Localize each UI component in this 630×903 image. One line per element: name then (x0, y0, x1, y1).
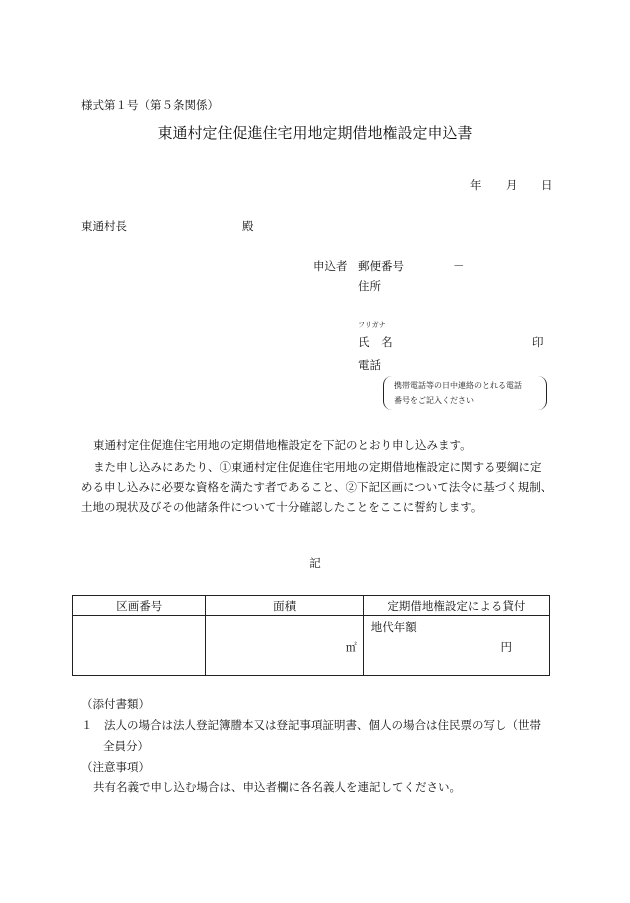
lot-number-cell[interactable] (73, 616, 206, 676)
cautions-heading: （注意事項） (81, 760, 150, 774)
honorific: 殿 (242, 219, 254, 233)
body-paragraph-1: 東通村定住促進住宅用地の定期借地権設定を下記のとおり申し込みます。 (93, 438, 472, 452)
header-area: 面積 (206, 596, 363, 616)
rent-label: 地代年額 (370, 620, 417, 634)
attachments-heading: （添付書類） (81, 697, 150, 711)
name-label: 氏 名 (358, 335, 397, 349)
date-month-label: 月 (506, 178, 518, 192)
caution-item-1: 共有名義で申し込む場合は、申込者欄に各名義人を連記してください。 (93, 780, 461, 794)
area-cell[interactable] (206, 616, 363, 676)
postal-code-label: 郵便番号 (358, 259, 404, 273)
rent-unit: 円 (500, 640, 512, 654)
page-title: 東通村定住促進住宅用地定期借地権設定申込書 (157, 124, 473, 142)
lease-cell[interactable] (363, 616, 549, 676)
body-paragraph-2-line-2: める申し込みに必要な資格を満たす者であること、②下記区画について法令に基づく規制、 (81, 480, 553, 494)
attachment-item-1-line-1: １ 法人の場合は法人登記簿謄本又は登記事項証明書、個人の場合は住民票の写し（世帯 (81, 718, 541, 732)
postal-code-separator: － (453, 259, 465, 273)
attachment-item-1-line-2: 全員分） (103, 739, 149, 753)
header-lease: 定期借地権設定による貸付 (363, 596, 549, 616)
table-header-row (73, 596, 550, 616)
date-year-label: 年 (470, 178, 482, 192)
furigana-label: フリガナ (358, 321, 386, 329)
phone-note-line2: 番号をご記入ください (394, 396, 474, 405)
body-paragraph-2-line-3: 土地の現状及びその他諸条件について十分確認したことをここに誓約します。 (81, 500, 483, 514)
area-unit: ㎡ (345, 641, 357, 654)
lot-table (72, 595, 550, 676)
address-label: 住所 (358, 279, 381, 293)
date-day-label: 日 (541, 178, 553, 192)
applicant-label: 申込者 (313, 259, 348, 273)
ki-heading: 記 (309, 556, 321, 570)
header-lot-number: 区画番号 (73, 596, 206, 616)
phone-note-line1: 携帯電話等の日中連絡のとれる電話 (394, 381, 522, 390)
body-paragraph-2-line-1: また申し込みにあたり、①東通村定住促進住宅用地の定期借地権設定に関する要綱に定 (93, 460, 542, 474)
seal-label: 印 (532, 335, 544, 349)
form-number: 様式第１号（第５条関係） (81, 98, 219, 112)
phone-label: 電話 (358, 358, 381, 372)
addressee: 東通村長 (81, 219, 127, 233)
table-row (73, 616, 550, 676)
